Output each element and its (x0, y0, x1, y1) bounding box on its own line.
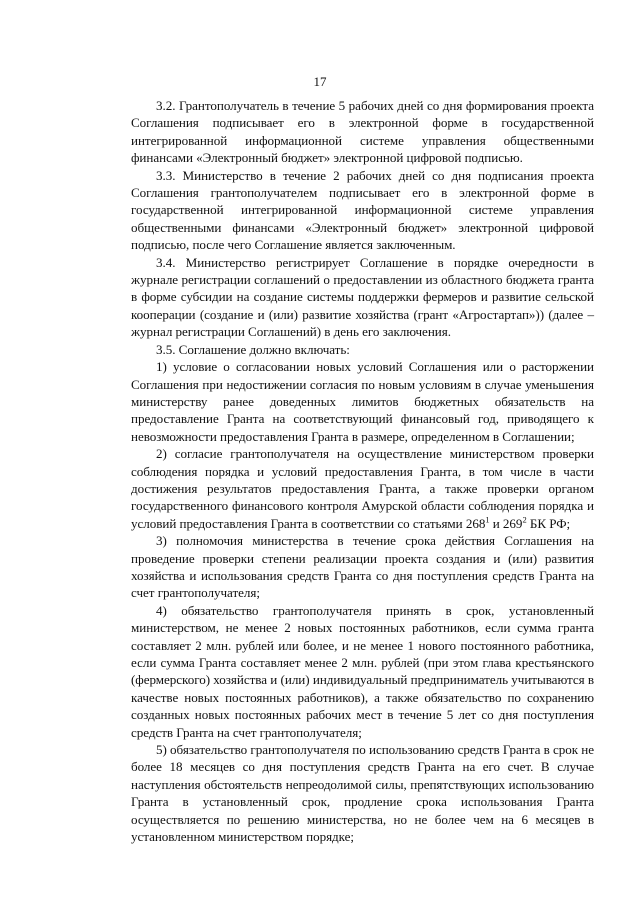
paragraph-3-4: 3.4. Министерство регистрирует Соглашение в порядке очередности в журнале регистрации соглашений о предоставлении из областного бюджета гранта в форме субсидии на создание системы поддержки фермеров и развитие сельской кооперации (создание и (или) развитие хозяйства (грант «Агростартап»)) (далее – журнал регистрации Соглашений) в день его заключения. (131, 254, 594, 340)
list-item-1: 1) условие о согласовании новых условий Соглашения или о расторжении Соглашения при недостижении согласия по новым условиям в случае уменьшения министерству ранее доведенных лимитов бюджетных обязательств на предоставление Гранта на соответствующий финансовый год, приводящего к невозможности предоставления Гранта в размере, определенном в Соглашении; (131, 359, 594, 444)
list-item-2-text: 2) согласие грантополучателя на осуществление министерством проверки соблюдения порядка и условий предоставления Гранта, в том числе в части достижения результатов предоставления Гранта, а также проверки органом государственного финансового контроля Амурской области соблюдения порядка и условий предоставления Гранта в соответствии со статьями 268 (131, 446, 594, 531)
footnote-sup-1: 1 (485, 514, 490, 525)
page-number: 17 (313, 74, 327, 89)
footnote-sup-2: 2 (522, 514, 527, 525)
list-item-4: 4) обязательство грантополучателя принять в срок, установленный министерством, не менее 2 новых постоянных работников, если сумма гранта составляет 2 млн. рублей или более, и не менее 1 нового постоянного работника, если сумма Гранта составляет менее 2 млн. рублей (при этом глава крестьянского (фермерского) хозяйства и (или) индивидуальный предприниматель учитываются в качестве новых постоянных работников), а также обязательство по сохранению созданных новых постоянных рабочих мест в течение 5 лет со дня поступления средств Гранта на счет грантополучателя; (131, 602, 594, 740)
paragraph-3-3: 3.3. Министерство в течение 2 рабочих дней со дня подписания проекта Соглашения грантополучателем подписывает его в электронной форме в государственной интегрированной информационной системе управления общественными финансами «Электронный бюджет» электронной цифровой подписью, после чего Соглашение является заключенным. (131, 167, 594, 253)
document-body (131, 97, 594, 845)
paragraph-3-2: 3.2. Грантополучатель в течение 5 рабочих дней со дня формирования проекта Соглашения подписывает его в электронной форме в государственной интегрированной информационной системе управления общественными финансами «Электронный бюджет» электронной цифровой подписью. (131, 98, 594, 166)
list-item-2-tail: БК РФ; (526, 515, 571, 531)
list-item-3: 3) полномочия министерства в течение срока действия Соглашения на проведение проверки степени реализации проекта создания и (или) развития хозяйства и использования средств Гранта со дня поступления средств Гранта на счет грантополучателя; (131, 533, 594, 601)
paragraph-3-5: 3.5. Соглашение должно включать: (156, 341, 350, 357)
list-item-2-between: и 269 (489, 515, 523, 531)
list-item-2 (131, 445, 594, 532)
list-item-5: 5) обязательство грантополучателя по использованию средств Гранта в срок не более 18 месяцев со дня поступления средств Гранта на его счет. В случае наступления обстоятельств непреодолимой силы, препятствующих использованию Гранта в установленный срок, продление срока использования Гранта осуществляется по решению министерства, но не более чем на 6 месяцев в установленном министерством порядке; (131, 742, 594, 845)
